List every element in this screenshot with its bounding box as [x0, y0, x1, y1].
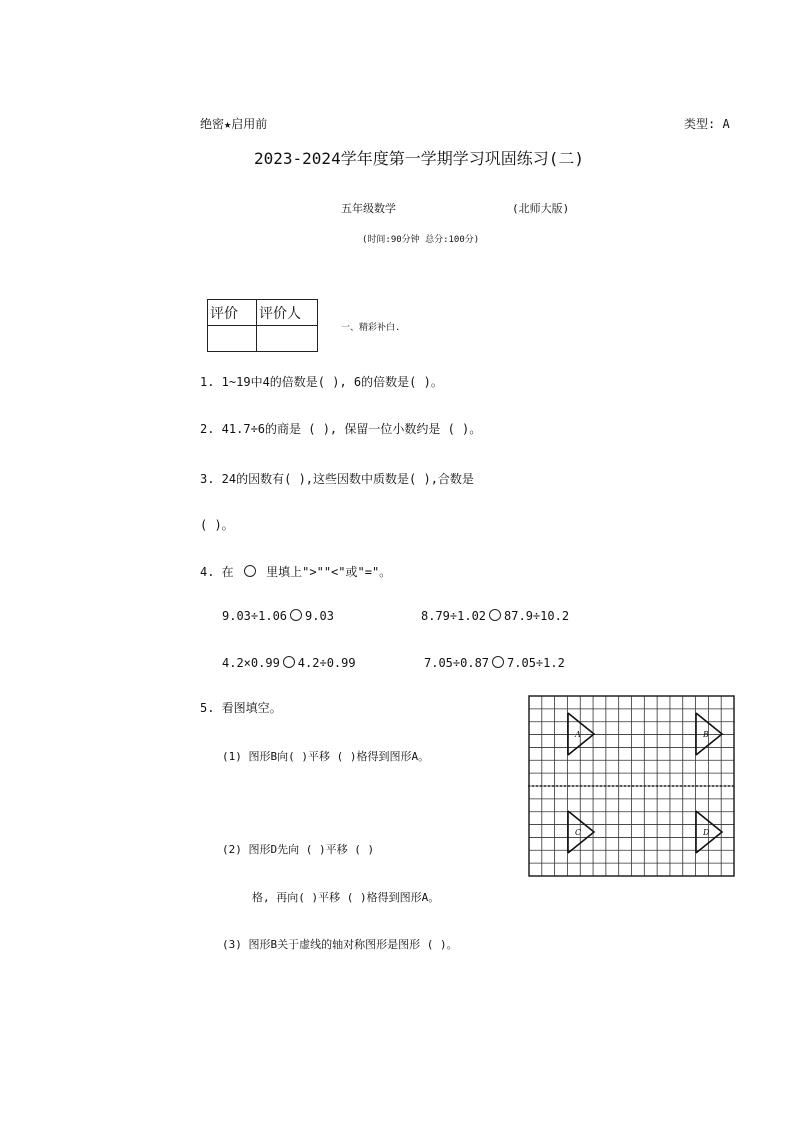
shape-c-label: C — [575, 828, 582, 837]
compare-c-left: 4.2×0.99 — [222, 656, 280, 670]
compare-a-left: 9.03÷1.06 — [222, 609, 288, 623]
shape-b-outline — [696, 713, 722, 755]
compare-item-b — [421, 609, 569, 623]
question-1: 1. 1~19中4的倍数是( ), 6的倍数是( )。 — [200, 375, 443, 389]
question-5-part-2: (2) 图形D先向 ( )平移 ( ) — [222, 843, 375, 856]
question-4-suffix: 里填上">""<"或"="。 — [266, 565, 392, 579]
eval-header-score: 评价 — [208, 300, 257, 326]
question-3-line-2: ( )。 — [200, 518, 234, 532]
shape-a-outline — [568, 713, 594, 755]
compare-circle-icon[interactable] — [283, 656, 295, 668]
compare-item-a — [222, 609, 334, 623]
question-5-stem: 5. 看图填空。 — [200, 701, 282, 715]
compare-b-left: 8.79÷1.02 — [421, 609, 487, 623]
shape-a-label: A — [575, 730, 581, 739]
shape-b-label: B — [703, 730, 709, 739]
subject-label: 五年级数学 — [341, 202, 396, 215]
translation-grid-figure — [528, 695, 736, 877]
compare-item-c — [222, 656, 356, 670]
question-4-prefix: 4. 在 — [200, 565, 234, 579]
eval-score-cell[interactable] — [208, 326, 257, 352]
confidential-label: 绝密★启用前 — [200, 117, 268, 131]
evaluation-table — [207, 299, 318, 352]
compare-circle-icon[interactable] — [290, 609, 302, 621]
compare-d-left: 7.05÷0.87 — [424, 656, 490, 670]
section-heading: 一、精彩补白. — [341, 323, 401, 333]
compare-item-d — [424, 656, 565, 670]
type-label: 类型: A — [684, 117, 730, 131]
question-4-stem — [200, 563, 391, 580]
question-2: 2. 41.7÷6的商是 ( ), 保留一位小数约是 ( )。 — [200, 422, 482, 436]
page-title: 2023-2024学年度第一学期学习巩固练习(二) — [254, 149, 584, 168]
compare-a-right: 9.03 — [305, 609, 334, 623]
edition-label: (北师大版) — [512, 202, 570, 215]
compare-b-right: 87.9÷10.2 — [504, 609, 570, 623]
shape-d-label: D — [703, 828, 710, 837]
compare-c-right: 4.2÷0.99 — [297, 656, 356, 670]
question-5-part-2b: 格, 再向( )平移 ( )格得到图形A。 — [252, 891, 440, 904]
compare-circle-icon[interactable] — [489, 609, 501, 621]
compare-d-right: 7.05÷1.2 — [507, 656, 565, 670]
exam-info: (时间:90分钟 总分:100分) — [362, 235, 480, 245]
question-5-part-1: (1) 图形B向( )平移 ( )格得到图形A。 — [222, 750, 430, 763]
eval-evaluator-cell[interactable] — [257, 326, 318, 352]
question-5-part-3: (3) 图形B关于虚线的轴对称图形是图形 ( )。 — [222, 938, 458, 951]
compare-circle-icon — [244, 565, 256, 577]
eval-header-evaluator: 评价人 — [257, 300, 318, 326]
question-3-line-1: 3. 24的因数有( ),这些因数中质数是( ),合数是 — [200, 472, 474, 486]
compare-circle-icon[interactable] — [492, 656, 504, 668]
